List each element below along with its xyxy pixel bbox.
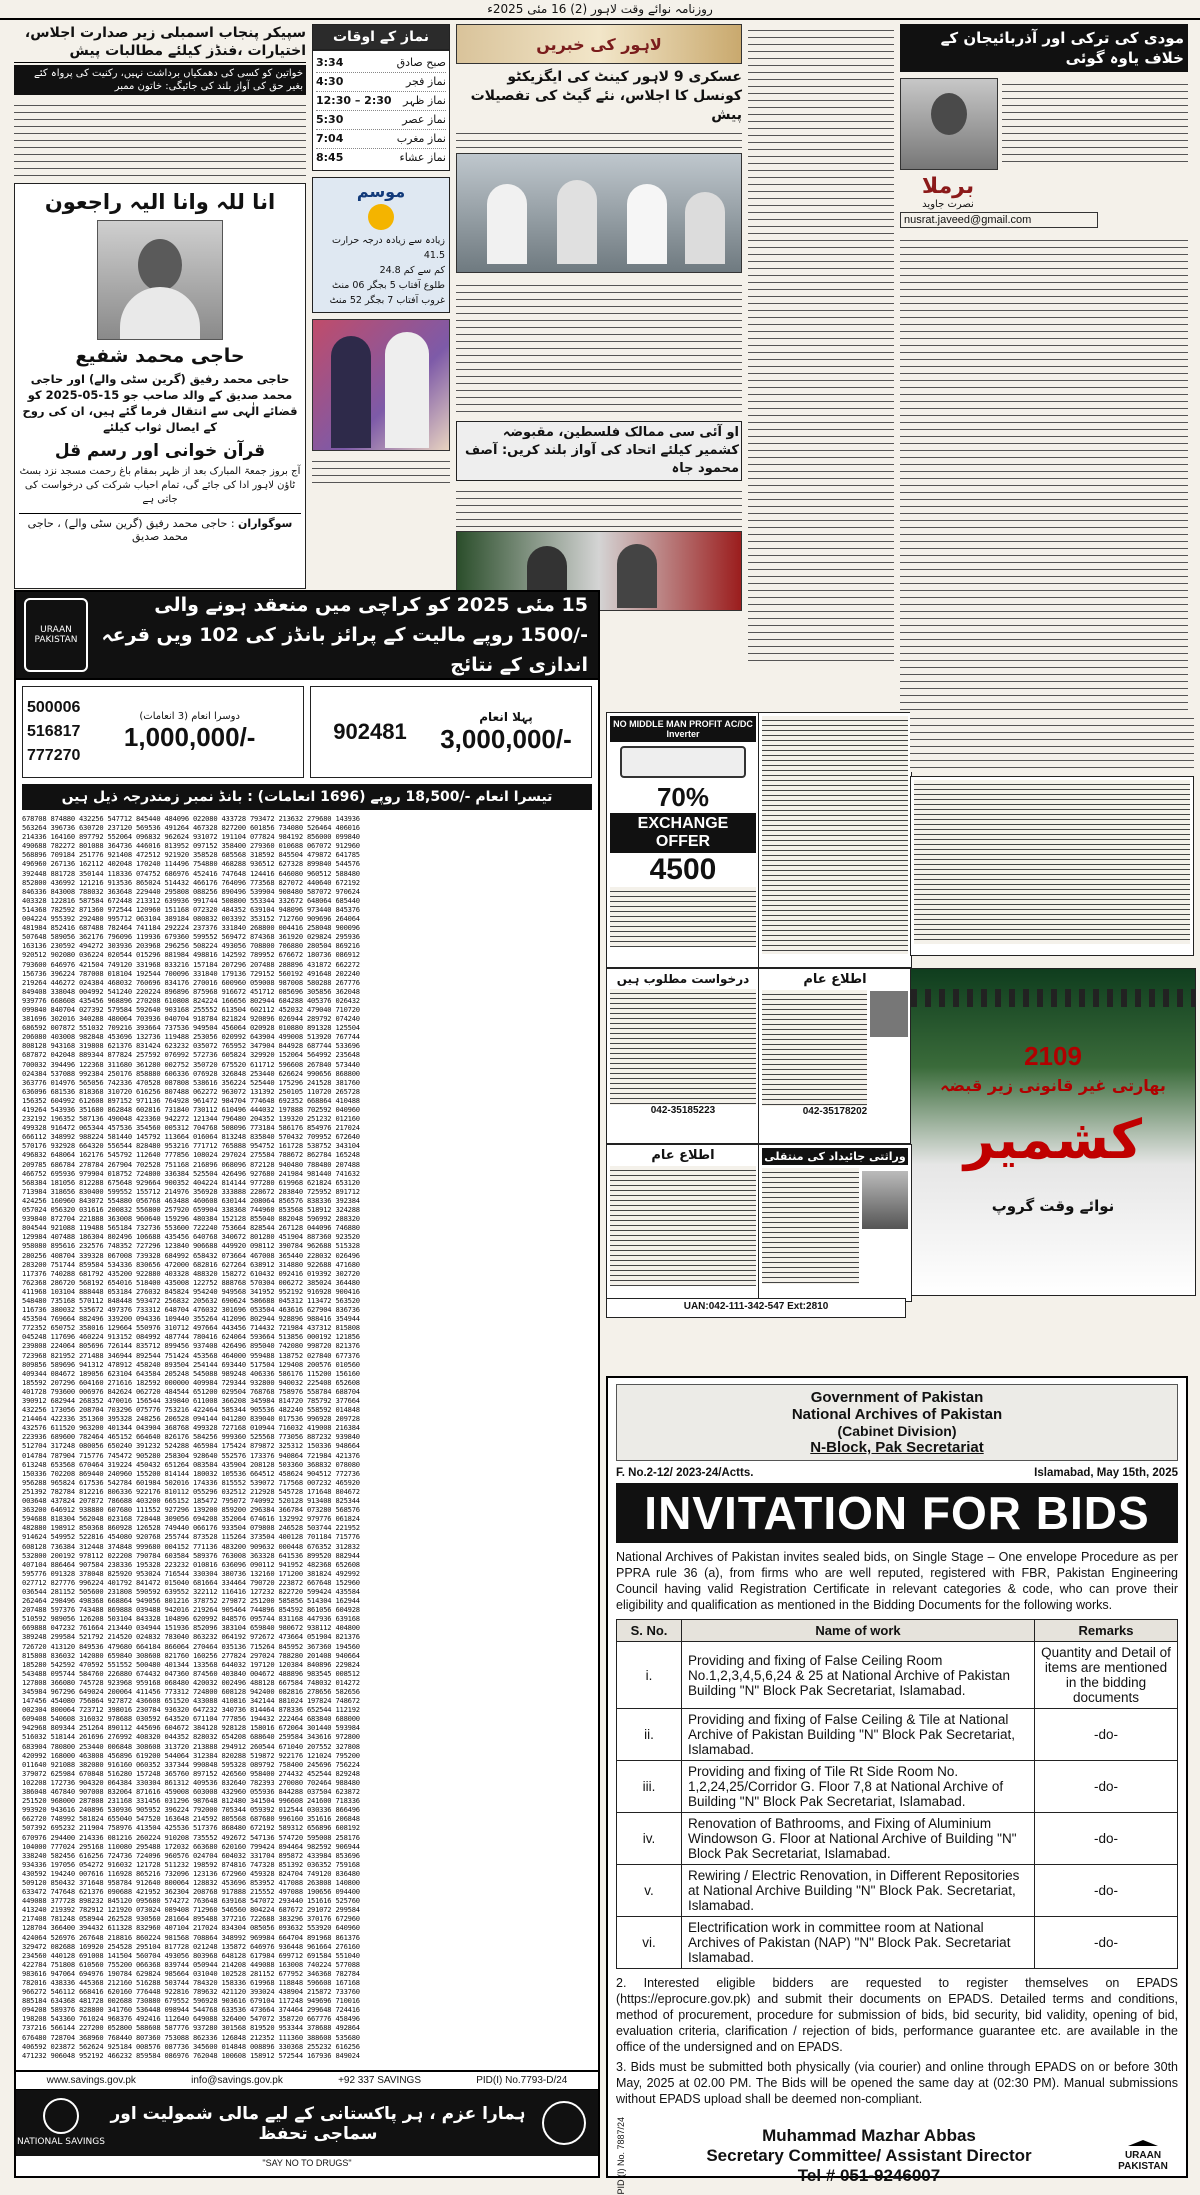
notice3-title: اطلاع عام — [651, 1148, 715, 1163]
prayer-title-text: نماز کے اوقات — [332, 29, 430, 45]
bids-table — [616, 1619, 1178, 1969]
prize-bond-headline: 15 مئی 2025 کو کراچی میں منعقد ہونے والی -/1500 روپے مالیت کے پرائز بانڈز کی 102 ویں قرعہ اندازی کے نتائج — [101, 594, 588, 676]
prayer-name: نماز عشاء — [399, 151, 446, 164]
request-ad — [606, 968, 760, 1144]
prayer-time: 7:04 — [316, 132, 344, 145]
column-name — [900, 174, 996, 210]
second-number: 777270 — [27, 747, 81, 764]
uraan-logo — [24, 598, 88, 672]
prayer-name: صبح صادق — [396, 56, 446, 69]
national-savings-logo — [16, 2098, 106, 2148]
exchange-title: EXCHANGE OFFER — [610, 813, 756, 853]
obituary-name: حاجی محمد شفیع — [75, 345, 245, 367]
person-body — [120, 287, 200, 339]
obituary-box — [14, 183, 306, 589]
lahore-banner-title: لاہور کی خبریں — [536, 34, 662, 54]
story1-continued — [456, 279, 742, 417]
photo-figure — [487, 184, 527, 264]
ads-area — [606, 712, 1194, 1372]
tender-division: (Cabinet Division) — [837, 1423, 957, 1439]
news-body — [748, 24, 894, 664]
obituary-event: قرآن خوانی اور رسم قل — [54, 441, 266, 461]
second-prize-label: دوسرا انعام (3 انعامات) — [139, 711, 240, 722]
tender-ref: F. No.2-12/ 2023-24/Actts. — [616, 1467, 754, 1479]
tender-date: Islamabad, May 15th, 2025 — [1034, 1467, 1178, 1479]
prayer-time: 3:34 — [316, 56, 344, 69]
col-prayer — [312, 24, 450, 584]
weather-title: موسم — [356, 182, 406, 201]
row-work: Rewiring / Electric Renovation, in Different Repositories at National Archive Building "N" Block Pak. Secretariat, Islamabad. — [682, 1865, 1035, 1917]
tender-pid: PID (I) No. 7887/24 — [616, 2117, 626, 2195]
row-work: Electrification work in committee room at National Archives of Pakistan (NAP) "N" Block Pak. Secretariat Islamabad. — [682, 1917, 1035, 1969]
row-remarks: -do- — [1035, 1709, 1178, 1761]
inheritance-body — [762, 1168, 859, 1284]
tender-note3: 3. Bids must be submitted both physically (via courier) and online through EPADS on or before 30th May, 2025 at 02.00 PM. The Bids will be opened the same day at (02:30 PM). Manual submissions without EPADS upload shall be deemed non-compliant. — [616, 2060, 1178, 2106]
inheritance-ad — [758, 1144, 912, 1302]
assembly-headline: سپیکر پنجاب اسمبلی زیر صدارت اجلاس، اختیارات ،فنڈز کیلئے مطالبات پیش — [14, 24, 306, 63]
prayer-row — [316, 130, 446, 149]
first-prize-number: 902481 — [333, 719, 407, 744]
lahore-banner — [456, 24, 742, 64]
row-no: iii. — [617, 1761, 682, 1813]
prize-bond-header — [16, 592, 598, 680]
govt-emblem-icon — [542, 2101, 586, 2145]
table-row — [617, 1865, 1178, 1917]
prayer-time: 5:30 — [316, 113, 344, 126]
ns-emblem-icon — [43, 2098, 79, 2134]
row-no: iv. — [617, 1813, 682, 1865]
prize-bond-ad — [14, 590, 600, 2178]
column-title: برملا — [921, 174, 975, 199]
women-caption — [312, 455, 450, 489]
tender-note2: 2. Interested eligible bidders are requested to register themselves on EPADS (https://eprocure.gov.pk) and submit their documents on EPADS. Detailed terms and conditions, method of procurement, procedure for submission of bids, bid security, bid validity, opening of bid, evaluation criteria, clarification / rejection of bids, performance guarantee etc. are available in the office of the undersigned and on EPADS. — [616, 1976, 1178, 2054]
assembly-subhead: خواتین کو کسی کی دھمکیاں برداشت نہیں، رکنیت کی پرواہ کئے بغیر حق کی آواز بلند کی جائیگی: خاتون ممبر — [14, 65, 306, 95]
second-prize-box — [22, 686, 304, 778]
meeting-photo — [456, 153, 742, 273]
col-article — [900, 24, 1188, 714]
signatory-designation: Secretary Committee/ Assistant Director — [706, 2145, 1032, 2165]
table-row — [617, 1709, 1178, 1761]
public-notice — [758, 968, 912, 1144]
vacancy-column — [910, 712, 1194, 952]
request-body — [610, 989, 756, 1105]
mourners-label: سوگواران — [238, 517, 293, 530]
tagline-bar — [16, 2090, 598, 2156]
tender-intro: National Archives of Pakistan invites sealed bids, on Single Stage – One envelope Procedure as per PPRA rule 36 (a), from firms who are well reputed, registered with FBR, Pakistan Engineering Council having valid Registration Certificate in relevant categories & code, who can prove their eligibility and qualification as mentioned in the Bidding Documents for the following works. — [616, 1550, 1178, 1612]
phone-2: 042-35178202 — [802, 1106, 868, 1117]
request-title: درخواست مطلوب ہیں — [616, 972, 750, 986]
row-work: Renovation of Bathrooms, and Fixing of Aluminium Windowson G. Floor at National Archive of Building "N" Block Pak Secretariat, Islamabad. — [682, 1813, 1035, 1865]
table-row — [617, 1813, 1178, 1865]
obituary-text: حاجی محمد رفیق (گرین سٹی والے) اور حاجی محمد صدیق کے والد صاحب جو 15-05-2025 کو قضائے الٰہی سے انتقال فرما گئے ہیں، ان کی روح کے ایصال ثواب کیلئے — [22, 372, 298, 434]
table-row — [617, 1642, 1178, 1709]
prayer-name: نماز فجر — [405, 75, 446, 88]
prayer-table — [312, 50, 450, 171]
article-body — [900, 234, 1188, 754]
first-prize-amount: 3,000,000/- — [440, 723, 572, 754]
mourners-names: حاجی محمد رفیق (گرین سٹی والے) ، حاجی محمد صدیق — [27, 517, 228, 543]
row-remarks: Quantity and Detail of items are mentioned in the bidding documents — [1035, 1642, 1178, 1709]
tagline-text: ہمارا عزم ، ہر پاکستانی کے لیے مالی شمولیت اور سماجی تحفظ — [110, 2103, 526, 2144]
weather-line: غروب آفتاب 7 بجگر 52 منٹ — [329, 295, 445, 306]
second-numbers — [27, 696, 80, 768]
row-remarks: -do- — [1035, 1761, 1178, 1813]
tender-dept: National Archives of Pakistan — [791, 1406, 1003, 1423]
phone-number: +92 337 SAVINGS — [338, 2075, 421, 2086]
contact-strip — [16, 2072, 598, 2090]
story2-headline: او آئی سی ممالک فلسطین، مقبوضہ کشمیر کیلئے اتحاد کی آواز بلند کریں: آصف محمود جاہ — [456, 421, 742, 481]
ac-ad — [606, 712, 760, 968]
inheritance-photo — [862, 1171, 908, 1229]
prize-bond-footer — [16, 2070, 598, 2176]
discount-badge: 70% — [656, 782, 710, 812]
prayer-row — [316, 111, 446, 130]
notice3-body — [610, 1166, 756, 1286]
website-link[interactable]: www.savings.gov.pk — [46, 2075, 136, 2086]
weather-line: زیادہ سے زیادہ درجہ حرارت 41.5 — [332, 235, 445, 261]
shop-ad — [910, 776, 1194, 956]
photo-figure — [331, 336, 371, 448]
second-prize-amount: 1,000,000/- — [123, 722, 256, 752]
author-name: نصرت جاوید — [922, 199, 974, 210]
pid-number: PID(I) No.7793-D/24 — [476, 2075, 568, 2086]
dateline-text: روزنامہ نوائے وقت لاہور (2) 16 مئی 2025ء — [487, 2, 713, 16]
notice-photo — [870, 991, 908, 1037]
row-work: Providing and fixing of False Ceiling & Tile at National Archive of Pakistan Building "N" Block Pak Secretariat, Islamabad. — [682, 1709, 1035, 1761]
notice-body — [762, 716, 908, 954]
prayer-row — [316, 149, 446, 167]
photo-figure — [685, 192, 725, 264]
first-prize-box — [310, 686, 592, 778]
prayer-time: 8:45 — [316, 151, 344, 164]
article-byline-box — [900, 78, 1188, 170]
weather-line: کم سے کم 24.8 — [379, 265, 445, 276]
prayer-row — [316, 73, 446, 92]
article-title: مودی کی ترکی اور آذربائیجان کے خلاف یاوہ گوئی — [900, 24, 1188, 72]
inheritance-title: وراثتی جائیداد کی منتقلی — [762, 1148, 908, 1165]
exchange-price: 4500 — [649, 853, 717, 886]
uraan-brand: URAAN PAKISTAN — [1118, 2149, 1168, 2172]
author-email[interactable]: nusrat.javeed@gmail.com — [900, 212, 1098, 228]
story1-headline: عسکری 9 لاہور کینٹ کی ایگزیکٹو کونسل کا اجلاس، نئے گیٹ کی تفصیلات پیش — [470, 69, 742, 123]
prayer-name: نماز مغرب — [396, 132, 446, 145]
row-remarks: -do- — [1035, 1917, 1178, 1969]
ac-ad-text: NO MIDDLE MAN PROFIT AC/DC Inverter — [610, 716, 756, 742]
col-remarks: Remarks — [1035, 1620, 1178, 1642]
phone-1: 042-35185223 — [650, 1105, 716, 1116]
row-work: Providing and fixing of False Ceiling Room No.1,2,3,4,5,6,24 & 25 at National Archive of Pakistan Building "N" Block Pak Secretariat, Islamabad. — [682, 1642, 1035, 1709]
third-prize-label: تیسرا انعام -/18,500 روپے (1696 انعامات) : بانڈ نمبر زمندرجہ ذیل ہیں — [22, 784, 592, 810]
signatory-name: Muhammad Mazhar Abbas — [762, 2125, 976, 2145]
photo-figure — [627, 184, 667, 264]
row-work: Providing and fixing of Tile Rt Side Room No. 1,2,24,25/Corridor G. Floor 7,8 at National Archive of Building "N" Block Pak Secretariat, Islamabad. — [682, 1761, 1035, 1813]
uraan-pakistan-logo — [1108, 2140, 1178, 2172]
author-photo — [900, 78, 998, 170]
kashmir-sub: بھارتی غیر قانونی زیر قبضہ — [940, 1076, 1166, 1095]
person-head — [138, 239, 182, 291]
sun-icon — [368, 204, 394, 230]
prayer-row — [316, 92, 446, 111]
col-left — [14, 24, 306, 584]
prayer-title — [312, 24, 450, 50]
assembly-body — [14, 99, 306, 177]
email-link[interactable]: info@savings.gov.pk — [191, 2075, 283, 2086]
table-row — [617, 1761, 1178, 1813]
col-mid — [456, 24, 742, 584]
uraan-emblem-icon — [1128, 2140, 1158, 2146]
row-remarks: -do- — [1035, 1813, 1178, 1865]
shop-ad-body — [914, 780, 1190, 944]
kashmir-days: 2109 — [1024, 1041, 1082, 1071]
row-remarks: -do- — [1035, 1865, 1178, 1917]
notice-ad-3 — [606, 1144, 760, 1302]
author-box — [900, 174, 1188, 210]
kashmir-sponsor: نوائے وقت گروپ — [991, 1197, 1115, 1215]
ac-unit-icon — [620, 746, 746, 778]
tender-ref-row — [616, 1467, 1178, 1479]
row-no: vi. — [617, 1917, 682, 1969]
tender-location: N-Block, Pak Secretariat — [810, 1439, 984, 1456]
ns-brand: NATIONAL SAVINGS — [17, 2137, 105, 2147]
row-no: i. — [617, 1642, 682, 1709]
prayer-time: 12:30 – 2:30 — [316, 94, 392, 107]
news-snippet — [910, 712, 1194, 772]
tender-header — [616, 1384, 1178, 1461]
story1-body — [456, 127, 742, 149]
obituary-details: آج بروز جمعۃ المبارک بعد از ظہر بمقام باغ رحمت مسجد نزد بسٹ ٹاؤن لاہور ادا کی جائے گی، تمام احباب شرکت کی درخواست کی جاتی ہے — [19, 466, 301, 505]
third-prize-numbers — [22, 814, 592, 2070]
uraan-logo-text: URAAN PAKISTAN — [34, 625, 78, 645]
row-no: ii. — [617, 1709, 682, 1761]
uan-strip: UAN:042-111-342-547 Ext:2810 — [606, 1298, 906, 1318]
obituary-verse: انا للہ وانا الیہ راجعون — [44, 190, 276, 214]
prayer-name: نماز عصر — [402, 113, 446, 126]
tender-signature — [616, 2117, 1178, 2195]
public-notice-title: اطلاع عام — [803, 972, 867, 987]
col-sno: S. No. — [617, 1620, 682, 1642]
second-number: 500006 — [27, 699, 81, 716]
women-photo — [312, 319, 450, 451]
second-number: 516817 — [27, 723, 81, 740]
drugs-slogan: "SAY NO TO DRUGS" — [262, 2158, 352, 2168]
obituary-photo — [97, 220, 223, 340]
notice-ad-1 — [758, 712, 912, 968]
tender-gov: Government of Pakistan — [810, 1389, 984, 1406]
row-no: v. — [617, 1865, 682, 1917]
first-second-prize — [22, 686, 592, 778]
prayer-name: نماز ظہر — [403, 94, 446, 107]
kashmir-ad — [910, 968, 1196, 1296]
col-work: Name of work — [682, 1620, 1035, 1642]
ac-ad-body — [610, 887, 756, 947]
weather-box — [312, 177, 450, 313]
weather-line: طلوع آفتاب 5 بجگر 06 منٹ — [332, 280, 445, 291]
kashmir-title: کشمیر — [963, 1108, 1143, 1171]
article-intro — [1002, 78, 1188, 168]
first-prize-label: پہلا انعام — [479, 709, 533, 724]
photo-figure — [385, 332, 429, 448]
dateline — [0, 0, 1200, 20]
table-row — [617, 1917, 1178, 1969]
prayer-time: 4:30 — [316, 75, 344, 88]
bids-header-row — [617, 1620, 1178, 1642]
col-news-right — [748, 24, 894, 664]
public-notice-body — [762, 990, 867, 1106]
photo-figure — [617, 544, 657, 608]
prayer-row — [316, 54, 446, 73]
barbed-wire — [911, 989, 1195, 1007]
author-head — [931, 93, 967, 135]
tender-notice — [606, 1376, 1188, 2195]
obituary-mourners: سوگواران : حاجی محمد رفیق (گرین سٹی والے) ، حاجی محمد صدیق — [19, 513, 301, 543]
tender-title: INVITATION FOR BIDS — [616, 1483, 1178, 1543]
bond-number-grid: 678708 874880 432256 547712 845440 484096 022080 433728 793472 213632 279680 143936 563264 396736 630720 237120 569536 491264 467328 827200 601856 734080 526464 406016 214336 164160 897792 552064 096832 962624 931072 191104 077824 984192 856000 099840 490688 782272 801088 364736 446016 813952 097152 358400 279360 010688 067072 912960 568896 709184 251776 921408 472512 921920 358528 685568 318592 845504 479872 641785 496960 267136 162112 402048 170240 114496 754880 468288 936512 627328 899840 544576 392448 881728 350144 118336 074752 686976 452416 747648 124416 646080 960512 588480 852800 436992 121216 913536 865024 514432 466176 764096 773568 827072 440640 672192 846336 843008 788032 363648 229440 295808 088256 890496 539904 908480 587072 970624 403328 122816 587584 672448 213312 639936 991744 508800 553344 332672 648064 685440 514368 782592 871360 972544 120960 151168 072320 484352 639104 948096 973440 845376 004224 955392 292480 995712 063104 389184 080832 003392 353152 712760 909696 264064 481984 852416 687488 782464 741184 292224 237376 331840 268800 004416 258048 900096 507648 589056 362176 796096 119936 679360 599552 569472 874368 361920 029824 295936 163136 230592 494272 303936 203968 296256 508224 493056 708800 706880 280504 869216 920512 902080 036224 020544 015296 881984 498816 142592 789952 676672 180736 086912 793600 646976 421504 749120 331968 833216 157184 207296 207488 288896 431872 662272 156736 396224 787008 018104 192544 700096 331840 179136 729152 560192 491648 202240 219264 446272 024384 468032 760696 834176 270016 600960 059008 987008 580288 267776 849408 338048 004992 541240 220224 896896 875968 916672 451712 085696 305856 362048 939776 668608 435456 968896 270208 610808 824224 166656 802944 684288 405376 026432 099840 840704 027392 579584 592640 903168 255552 613504 602112 452032 479040 710720 381696 302016 340288 480064 703936 040704 918784 821824 920896 026944 289792 074240 686592 007872 551032 709216 393664 737536 949504 456064 020928 010880 891328 125504 206080 403008 982848 453696 132736 119488 253056 020992 643904 499008 513920 767744 808128 943168 319808 621376 831424 623232 035072 765952 347904 844928 687744 533696 687872 042048 889344 877824 257592 076992 572736 605824 329920 152064 564992 235648 700032 394496 122368 311680 361280 002752 350720 675520 611712 596608 267840 573440 024384 537088 992384 250176 858880 606336 076928 326848 253440 626624 990656 868800 363776 014976 565056 742336 470528 087808 538616 356224 525440 175296 241528 381760 636096 681536 818368 310720 616256 807488 062272 963072 131392 250105 110720 265728 156352 604992 612608 897152 971136 764928 961472 984704 774648 692352 668864 410488 419264 543936 351680 862848 602816 731840 730112 610496 444032 197888 702592 040960 232192 196352 587136 490048 423360 942272 121344 796480 204352 139320 251232 012160 499328 916472 065344 457536 354560 005312 704768 508096 773184 586176 854976 217024 666112 348992 988224 581440 145792 113664 016064 813248 835840 570432 709952 672640 570176 932928 664320 556544 828480 953216 771712 765888 954752 161728 538752 343104 496832 648064 162176 545792 112640 777856 108024 297024 275584 788672 862784 165248 209785 686784 278784 267904 702528 751168 216896 068096 872128 940480 788480 207488 466752 695936 979904 018752 724800 336384 525504 426496 927680 241984 981440 741632 568384 181056 812288 675648 929664 900352 404224 814144 977280 619968 621824 653120 713984 318656 830400 599552 155712 214976 356928 333888 228672 283840 725952 891712 424256 160960 843072 554880 056768 463488 460608 630144 208064 856576 838336 392384 057024 056320 031616 200832 556800 257920 659904 338368 744960 853568 518912 324288 939840 872704 221888 363008 960640 159296 480384 152128 855040 882048 596992 288320 804544 921088 119488 565184 732736 553600 722240 753664 828544 267128 044096 746880 129984 407488 186304 802496 106688 435456 640768 340672 801280 451904 887360 923520 958080 895616 232576 748352 727296 123840 906688 449920 098112 390784 962688 515328 280256 408704 339328 067008 739328 684992 658432 073664 467008 365440 228032 026496 283200 751744 859584 534336 830656 472000 682816 627264 638912 314880 922688 471680 117376 740288 681792 435200 922880 403328 488320 158272 610432 092416 019392 302720 762368 286720 568192 654016 518400 435008 122752 888768 570304 006272 385024 364480 411968 103104 888448 053184 276032 845824 954240 949568 341952 952192 916928 900416 548480 735168 570112 848448 593472 256832 205632 690624 586688 045312 113472 563520 116736 380032 535672 497376 733312 648704 476032 301696 053504 463616 627904 836736 453504 769664 882496 339200 094336 109440 355264 412096 802944 928896 988416 354944 772352 650752 358016 129664 550976 310712 497664 443456 714432 721984 437312 815808 045248 117696 460224 913152 084992 487744 780416 624064 593664 513856 000192 121856 239808 224064 805696 726144 835712 899456 937408 426496 895040 742080 998720 821376 723968 821952 271488 346944 892544 751424 453568 464000 959488 138752 027840 677376 809856 589696 941312 478912 458240 893504 254144 693440 517504 129408 200576 010560 409344 084672 189056 623104 643584 205248 545088 989248 406336 586176 115200 156160 185592 207296 604160 271616 182592 000000 409984 729344 932800 940032 225408 652608 401728 793600 006976 842624 062720 484544 651200 029504 768768 758976 558784 688704 390912 682944 268352 470016 156544 339840 611008 366208 345984 814720 785792 377664 432256 173056 208704 703296 075776 753216 422464 585344 905536 482240 558592 014848 214464 422336 351360 395328 248256 206528 094144 041280 839040 017536 996928 209728 432576 611520 963200 401344 043904 368768 499328 727168 010944 716032 419008 216384 223936 689600 782464 465152 664640 826176 584256 999360 525568 773056 887232 939840 512704 317248 080056 650240 391232 524288 465984 175424 879872 325312 150336 948664 014784 787904 715776 745472 905280 258304 928640 552576 173376 940864 721984 421376 613248 653568 670464 319224 450432 651264 083584 435904 208128 503360 368832 078080 150336 702208 869440 240960 155200 814144 180032 105536 664512 458624 904512 772736 956288 965824 617536 542784 601984 502016 174336 815552 539072 717568 007232 465920 251392 782784 812216 806336 922176 810112 055296 032512 212928 545728 171648 804672 003648 437824 207872 786688 403200 665152 185472 795072 740992 520128 913408 825344 363200 646912 938880 607680 111552 927296 139200 859200 296384 366784 073280 568576 594688 818304 562048 023168 728448 309056 694208 352064 674616 132992 979776 061824 482880 198912 850368 860928 126528 749440 066176 933504 079808 246528 503744 221952 914624 549952 522816 454080 920768 255744 873528 115264 373504 400128 701184 715776 608128 736384 312448 374848 999680 004152 771136 483200 909632 000448 676352 312832 532800 200192 978112 022208 790784 603584 589376 763008 363328 641536 899520 882944 407104 886464 907584 238336 195328 223232 010816 636096 090112 941952 482368 652608 595776 091328 378048 825920 953024 716544 330304 380736 132160 171200 381824 492992 027712 827776 996224 401792 841472 015040 681664 334464 790720 223872 667648 152960 036544 281152 505600 231808 590592 639552 322112 116416 127232 822720 599424 435584 262464 298496 498368 668864 949056 801216 378752 279872 251200 585856 514304 162944 207488 597376 743488 869888 039488 942016 219264 905464 744896 854592 861056 604928 510592 989056 126208 503104 843328 104896 620992 848576 095744 831168 447936 639168 669888 047232 761664 213440 034944 151936 852096 383104 659840 980672 938112 404800 389248 299584 521792 214520 024832 783040 863232 064192 972672 473664 051904 821376 726720 413120 849536 479680 664184 866064 270464 035136 715264 845952 367360 194560 815808 836032 142080 659840 308608 821760 160256 277824 297024 788280 201408 940664 185280 542592 470592 551552 500480 401344 133568 644032 197120 120384 840896 229824 543488 095744 584760 226880 674432 047360 874560 403840 004672 488896 983545 008512 127808 366080 745728 923968 959168 068480 420032 002496 488128 667584 748032 014272 345984 967296 649024 200064 411456 773312 724800 608128 942400 082816 278656 582656 147456 454080 756864 927872 436608 651520 433088 410816 342144 881024 197824 748672 002304 800064 723712 398016 230784 936320 647232 340736 814464 878336 652544 112192 609408 540608 316032 978688 030592 643520 671104 777856 194432 222464 683840 688000 942968 809344 251264 890112 445696 604672 384128 928128 158016 672064 301440 593984 516032 518144 261696 276992 408320 044352 828032 654208 688640 259584 343616 972800 683904 780800 253440 006848 308608 313720 213888 294912 260544 671040 207552 327808 420992 168000 463808 456896 619200 544064 312384 820288 519872 922176 121024 795200 011640 921088 382080 916160 060352 337344 990848 595328 089792 758400 245696 756224 379072 625984 670848 516280 157248 365760 897152 426560 958400 274432 452544 829248 102208 172736 904320 064384 330304 861312 409536 832640 782393 270080 702464 988480 386048 467840 907008 832064 871616 459008 603008 432960 055936 844288 037504 623872 251520 968000 287808 231168 331456 031296 987648 812480 341504 996608 241600 718336 993920 943616 240896 530936 905952 396224 792000 705344 059392 012544 030336 866496 662720 748992 581824 655040 547520 163648 214592 805568 687680 996160 351616 206848 507392 695232 211904 758976 413504 425536 517376 868480 672192 589312 656896 608192 670976 294400 214336 081216 260224 910208 735552 492672 547136 574720 595008 258176 104000 777024 295168 110080 295488 172032 663680 620160 799424 894464 982592 906944 338240 582456 616256 724736 724096 960576 024704 604032 331704 895872 433984 853696 934336 197056 054272 916032 121728 511232 198592 874816 747328 851392 036352 759168 430592 194240 007616 116928 865216 732096 123136 672960 459328 824704 749120 836480 509120 850432 371648 958784 912640 800064 128832 453696 853952 417088 263808 140800 633472 747648 621376 090688 421952 362304 208768 917888 215552 497088 190656 094400 449088 377728 898232 845120 095680 574272 763648 639168 547072 293440 151616 525760 413240 219392 782912 121920 073024 089408 712960 546560 804224 687672 291072 299584 217408 781248 058944 262528 930560 281664 895488 377216 722688 383296 370176 672960 128704 366400 394432 611328 832960 407104 217024 834304 085056 093632 553920 640960 424064 526976 267648 218816 860224 981568 708864 348992 969984 664704 891968 861376 329472 082688 169920 254528 295104 817728 021248 135872 646976 936448 961664 276160 234560 440128 691008 141504 560704 493056 803968 648128 617984 699712 691584 551040 422784 751808 610560 755200 066368 839744 050944 214208 449088 163008 740224 577088 983616 947064 694976 190784 629824 985664 031040 102528 281152 677952 346368 782784 782016 438336 445368 212160 516288 503744 784320 158336 619968 118848 596608 167168 966272 546112 668416 620160 776448 922816 789632 421120 393024 438904 215872 733760 885184 634368 481728 002688 730880 679552 596928 903616 679104 117248 949696 710016 094208 589376 828800 341760 536448 098944 544768 633536 473664 374464 299648 724416 198208 543360 761024 968376 492416 112640 649088 326400 547072 358720 667776 458496 737216 566144 227200 052800 588608 587776 937280 301568 819520 953344 378688 492864 676480 728704 368960 768440 807360 753088 862336 126848 212352 111360 388608 535680 406592 023872 562624 925184 008576 087736 345600 014848 008896 330368 255232 616256 471232 906048 952192 466232 859584 086976 762048 100608 158912 572544 167936 849024 — [22, 814, 360, 2060]
photo-figure — [557, 180, 597, 264]
signatory-tel: Tel # 051-9246007 — [797, 2165, 941, 2185]
story2-body — [456, 485, 742, 527]
